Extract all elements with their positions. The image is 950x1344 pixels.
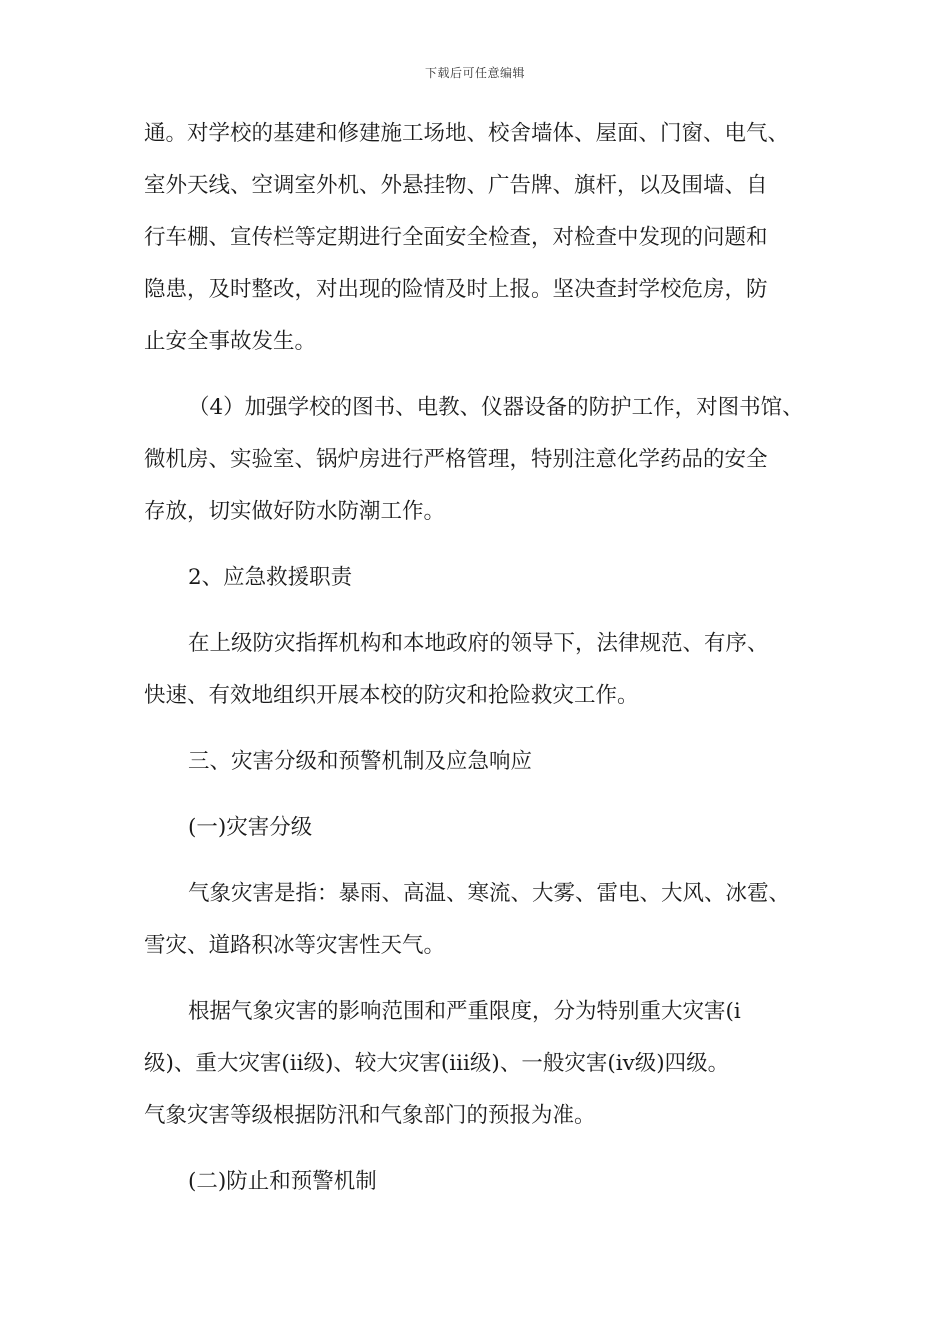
document-body <box>144 108 830 1208</box>
text-line: 气象灾害是指：暴雨、高温、寒流、大雾、雷电、大风、冰雹、 <box>188 881 791 906</box>
text-line: 在上级防灾指挥机构和本地政府的领导下，法律规范、有序、 <box>188 631 769 656</box>
text-line: 存放，切实做好防水防潮工作。 <box>144 499 446 524</box>
text-line: 根据气象灾害的影响范围和严重限度，分为特别重大灾害(ⅰ <box>188 999 741 1024</box>
heading-disaster-classification <box>144 802 830 854</box>
paragraph-inspection <box>144 108 830 368</box>
heading-section-three <box>144 736 830 788</box>
heading-emergency-duties <box>144 552 830 604</box>
text-line: (一)灾害分级 <box>188 815 313 840</box>
text-line: 行车棚、宣传栏等定期进行全面安全检查，对检查中发现的问题和 <box>144 225 768 250</box>
text-line: 快速、有效地组织开展本校的防灾和抢险救灾工作。 <box>144 683 639 708</box>
text-line: 三、灾害分级和预警机制及应急响应 <box>188 749 533 774</box>
text-line: 通。对学校的基建和修建施工场地、校舍墙体、屋面、门窗、电气、 <box>144 121 790 146</box>
text-line: 2、应急救援职责 <box>188 565 353 590</box>
paragraph-disaster-levels <box>144 986 830 1142</box>
text-line: 级)、重大灾害(ⅱ级)、较大灾害(ⅲ级)、一般灾害(ⅳ级)四级。 <box>144 1051 730 1076</box>
text-line: 气象灾害等级根据防汛和气象部门的预报为准。 <box>144 1103 596 1128</box>
text-line: 微机房、实验室、锅炉房进行严格管理，特别注意化学药品的安全 <box>144 447 768 472</box>
text-line: 室外天线、空调室外机、外悬挂物、广告牌、旗杆，以及围墙、自 <box>144 173 768 198</box>
text-line: (二)防止和预警机制 <box>188 1169 377 1194</box>
paragraph-rescue-duties <box>144 618 830 722</box>
text-line: （4）加强学校的图书、电教、仪器设备的防护工作，对图书馆、 <box>188 395 804 420</box>
text-line: 止安全事故发生。 <box>144 329 317 354</box>
paragraph-weather-disasters <box>144 868 830 972</box>
text-line: 隐患，及时整改，对出现的险情及时上报。坚决查封学校危房，防 <box>144 277 768 302</box>
text-line: 雪灾、道路积冰等灾害性天气。 <box>144 933 446 958</box>
paragraph-equipment-protection <box>144 382 830 538</box>
heading-prevention-warning <box>144 1156 830 1208</box>
page-header-note: 下载后可任意编辑 <box>424 66 525 80</box>
